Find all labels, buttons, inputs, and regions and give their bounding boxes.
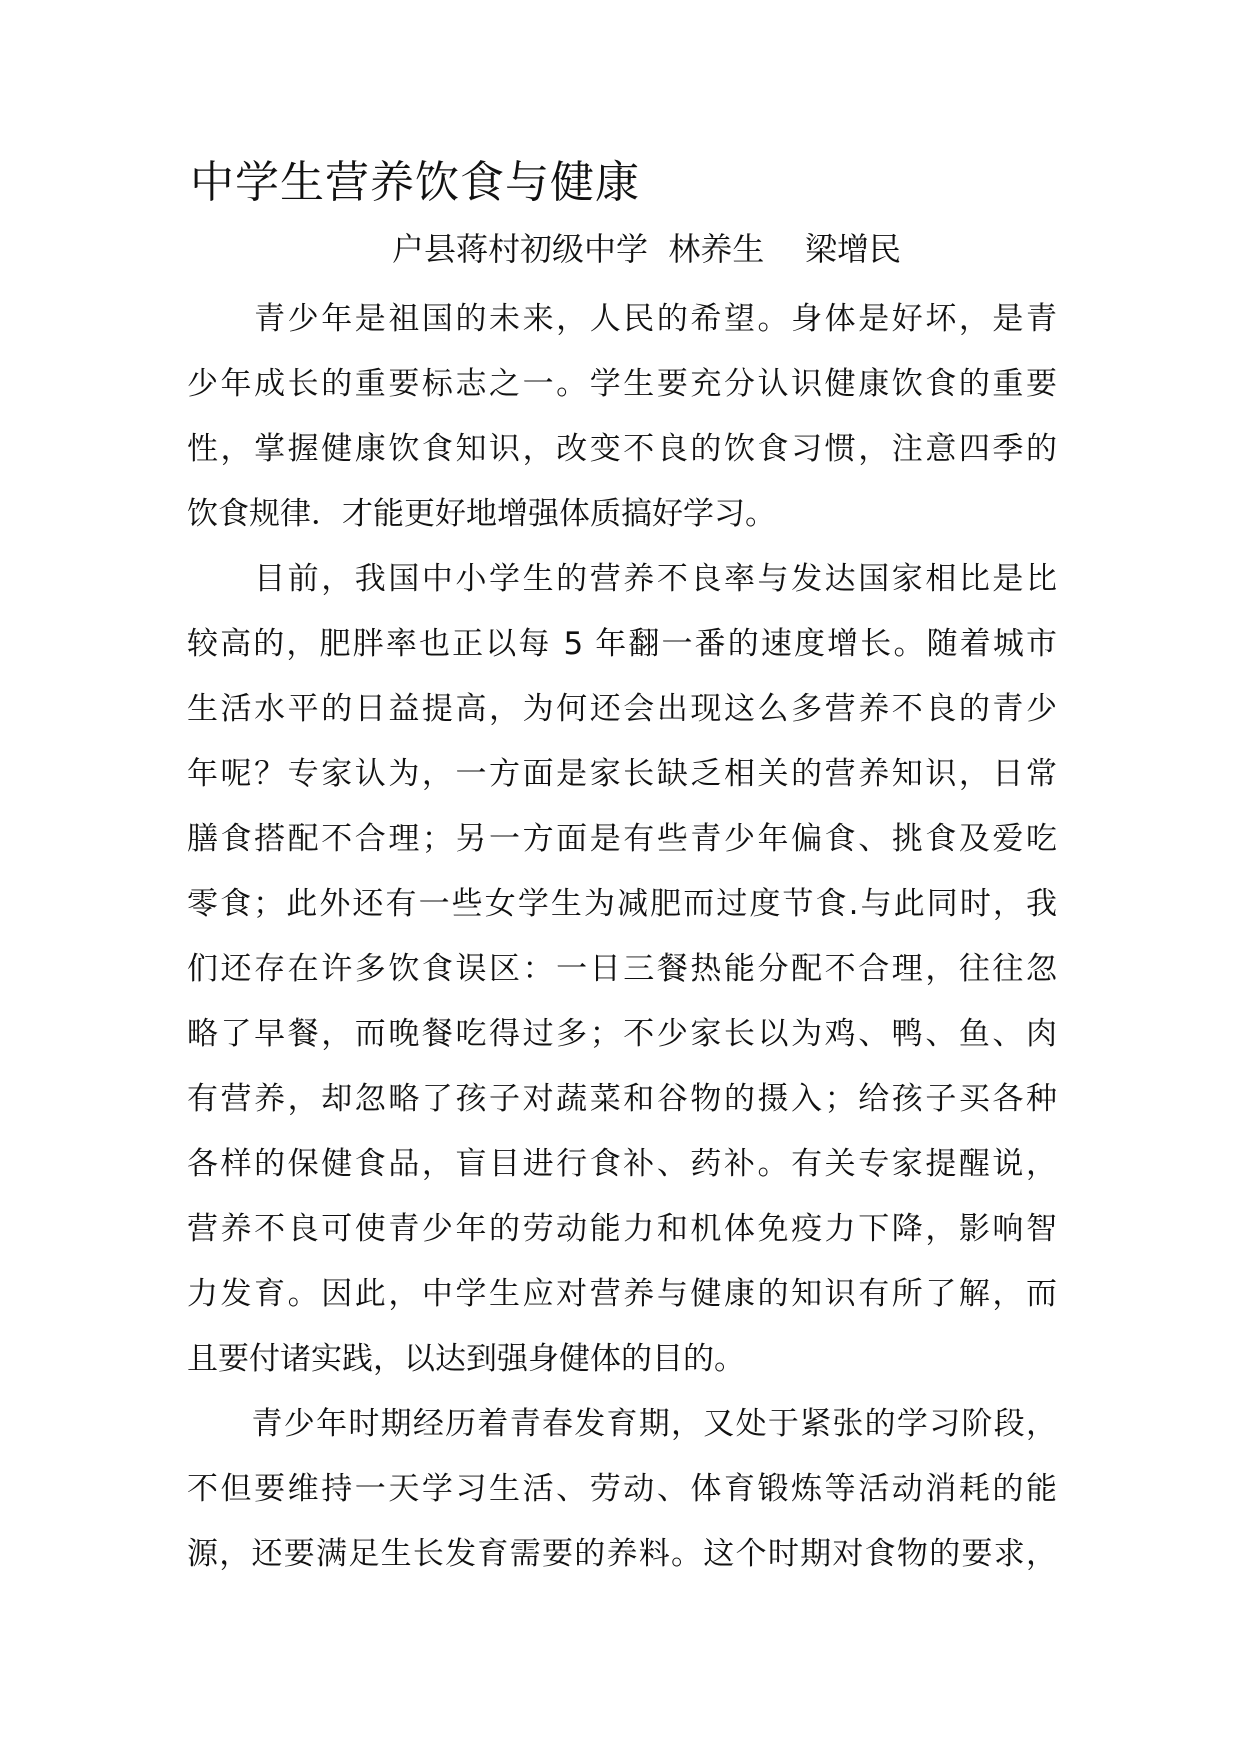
text-line: 生活水平的日益提高，为何还会出现这么多营养不良的青少 (187, 691, 1057, 727)
text-line: 有营养，却忽略了孩子对蔬菜和谷物的摄入；给孩子买各种 (187, 1081, 1057, 1117)
text-line: 饮食规律．才能更好地增强体质搞好学习。 (187, 496, 776, 532)
text-line: 且要付诸实践，以达到强身健体的目的。 (187, 1341, 745, 1377)
document-title: 中学生营养饮食与健康 (190, 157, 640, 208)
text-line: 源，还要满足生长发育需要的养料。这个时期对食物的要求， (187, 1536, 1057, 1572)
text-line: 们还存在许多饮食误区：一日三餐热能分配不合理，往往忽 (187, 951, 1057, 987)
text-line: 零食；此外还有一些女学生为减肥而过度节食.与此同时，我 (187, 886, 1057, 922)
text-line: 少年成长的重要标志之一。学生要充分认识健康饮食的重要 (187, 366, 1057, 402)
text-line: 不但要维持一天学习生活、劳动、体育锻炼等活动消耗的能 (187, 1471, 1057, 1507)
text-line: 目前，我国中小学生的营养不良率与发达国家相比是比 (187, 561, 1057, 597)
text-line: 营养不良可使青少年的劳动能力和机体免疫力下降，影响智 (187, 1211, 1057, 1247)
body-text (187, 287, 1057, 1587)
text-line: 青少年是祖国的未来，人民的希望。身体是好坏，是青 (187, 301, 1057, 337)
text-line: 性，掌握健康饮食知识，改变不良的饮食习惯，注意四季的 (187, 431, 1057, 467)
text-line: 各样的保健食品，盲目进行食补、药补。有关专家提醒说， (187, 1146, 1057, 1182)
text-line: 青少年时期经历着青春发育期，又处于紧张的学习阶段， (187, 1406, 1057, 1442)
text-line: 膳食搭配不合理；另一方面是有些青少年偏食、挑食及爱吃 (187, 821, 1057, 857)
text-line: 年呢？专家认为，一方面是家长缺乏相关的营养知识，日常 (187, 756, 1057, 792)
text-line: 力发育。因此，中学生应对营养与健康的知识有所了解，而 (187, 1276, 1057, 1312)
author-byline: 户县蒋村初级中学 林养生 梁增民 (392, 230, 902, 268)
text-line: 略了早餐，而晚餐吃得过多；不少家长以为鸡、鸭、鱼、肉 (187, 1016, 1057, 1052)
text-line: 较高的，肥胖率也正以每 5 年翻一番的速度增长。随着城市 (187, 626, 1057, 662)
